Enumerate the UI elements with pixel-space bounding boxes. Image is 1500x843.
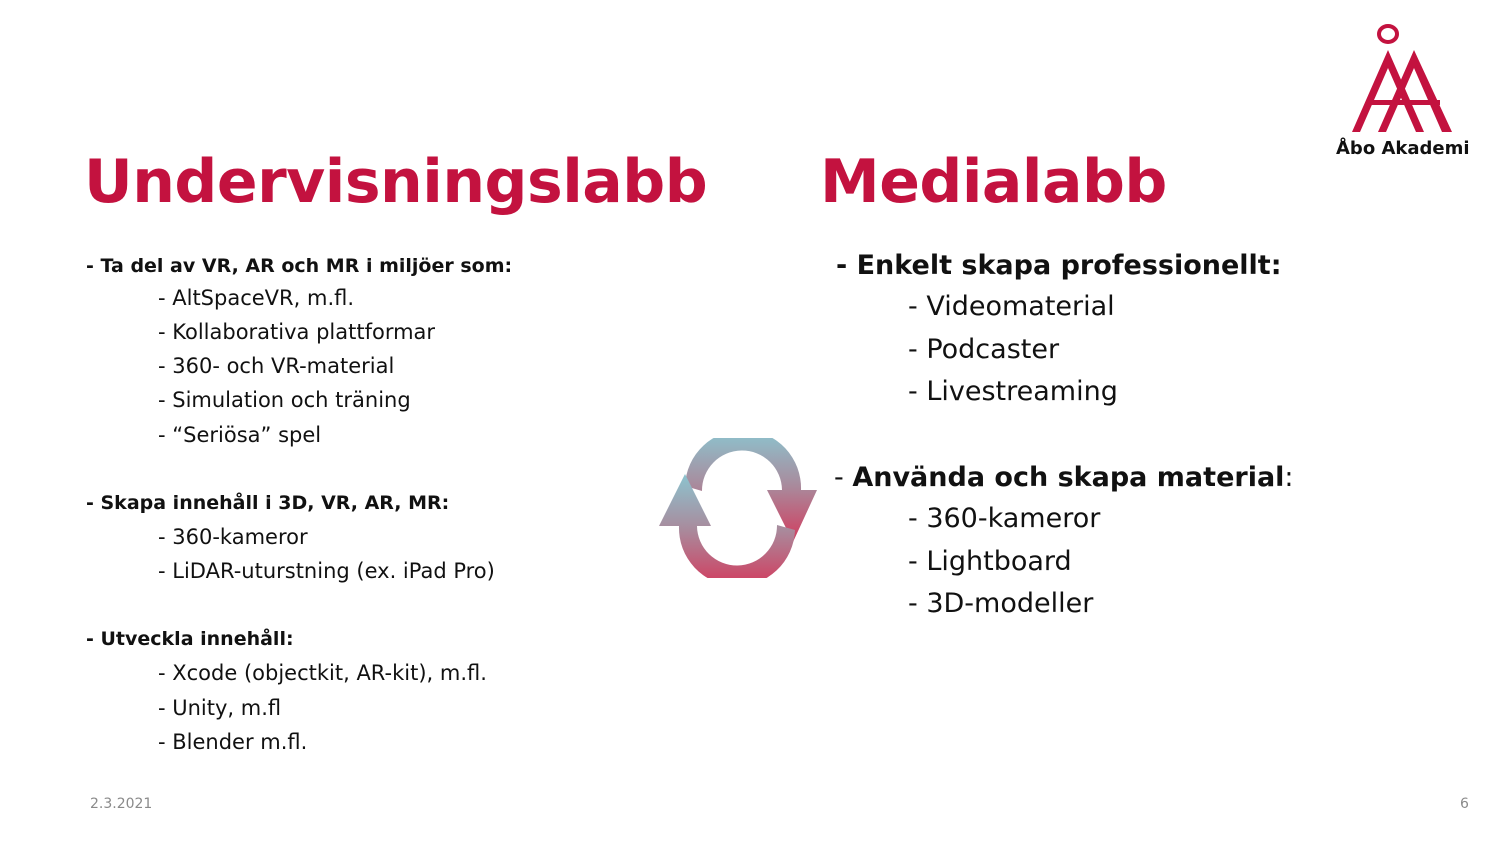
right-item: - Lightboard — [908, 546, 1072, 577]
left-item: - 360- och VR-material — [158, 354, 395, 378]
right-item: - 3D-modeller — [908, 588, 1094, 619]
left-item: - “Seriösa” spel — [158, 423, 322, 447]
footer-date: 2.3.2021 — [90, 796, 153, 812]
left-title: Undervisningslabb — [84, 147, 708, 217]
right-item: - Podcaster — [908, 334, 1060, 365]
logo-text: Åbo Akademi — [1336, 138, 1470, 159]
left-item: - Blender m.fl. — [158, 730, 308, 754]
right-item: - 360-kameror — [908, 503, 1101, 534]
right-heading-2 — [834, 462, 1294, 493]
right-heading-1: - Enkelt skapa professionellt: — [836, 250, 1282, 281]
right-item: - Livestreaming — [908, 376, 1118, 407]
left-item: - Unity, m.fl — [158, 696, 282, 720]
left-item: - Simulation och träning — [158, 388, 411, 412]
left-heading-3: - Utveckla innehåll: — [86, 628, 294, 650]
right-heading-2-suffix: : — [1284, 462, 1294, 493]
left-heading-1: - Ta del av VR, AR och MR i miljöer som: — [86, 255, 513, 277]
right-item: - Videomaterial — [908, 291, 1115, 322]
right-title: Medialabb — [820, 147, 1167, 217]
page-number: 6 — [1460, 796, 1469, 812]
refresh-cycle-icon — [655, 438, 825, 578]
left-item: - AltSpaceVR, m.fl. — [158, 286, 355, 310]
right-heading-2-prefix: - — [834, 462, 853, 493]
right-heading-2-bold: Använda och skapa material — [852, 462, 1285, 493]
left-item: - LiDAR-uturstning (ex. iPad Pro) — [158, 559, 495, 583]
left-heading-2: - Skapa innehåll i 3D, VR, AR, MR: — [86, 492, 450, 514]
left-item: - 360-kameror — [158, 525, 308, 549]
left-item: - Kollaborativa plattformar — [158, 320, 436, 344]
left-item: - Xcode (objectkit, AR-kit), m.fl. — [158, 661, 487, 685]
abo-akademi-logo-icon — [1320, 20, 1480, 165]
